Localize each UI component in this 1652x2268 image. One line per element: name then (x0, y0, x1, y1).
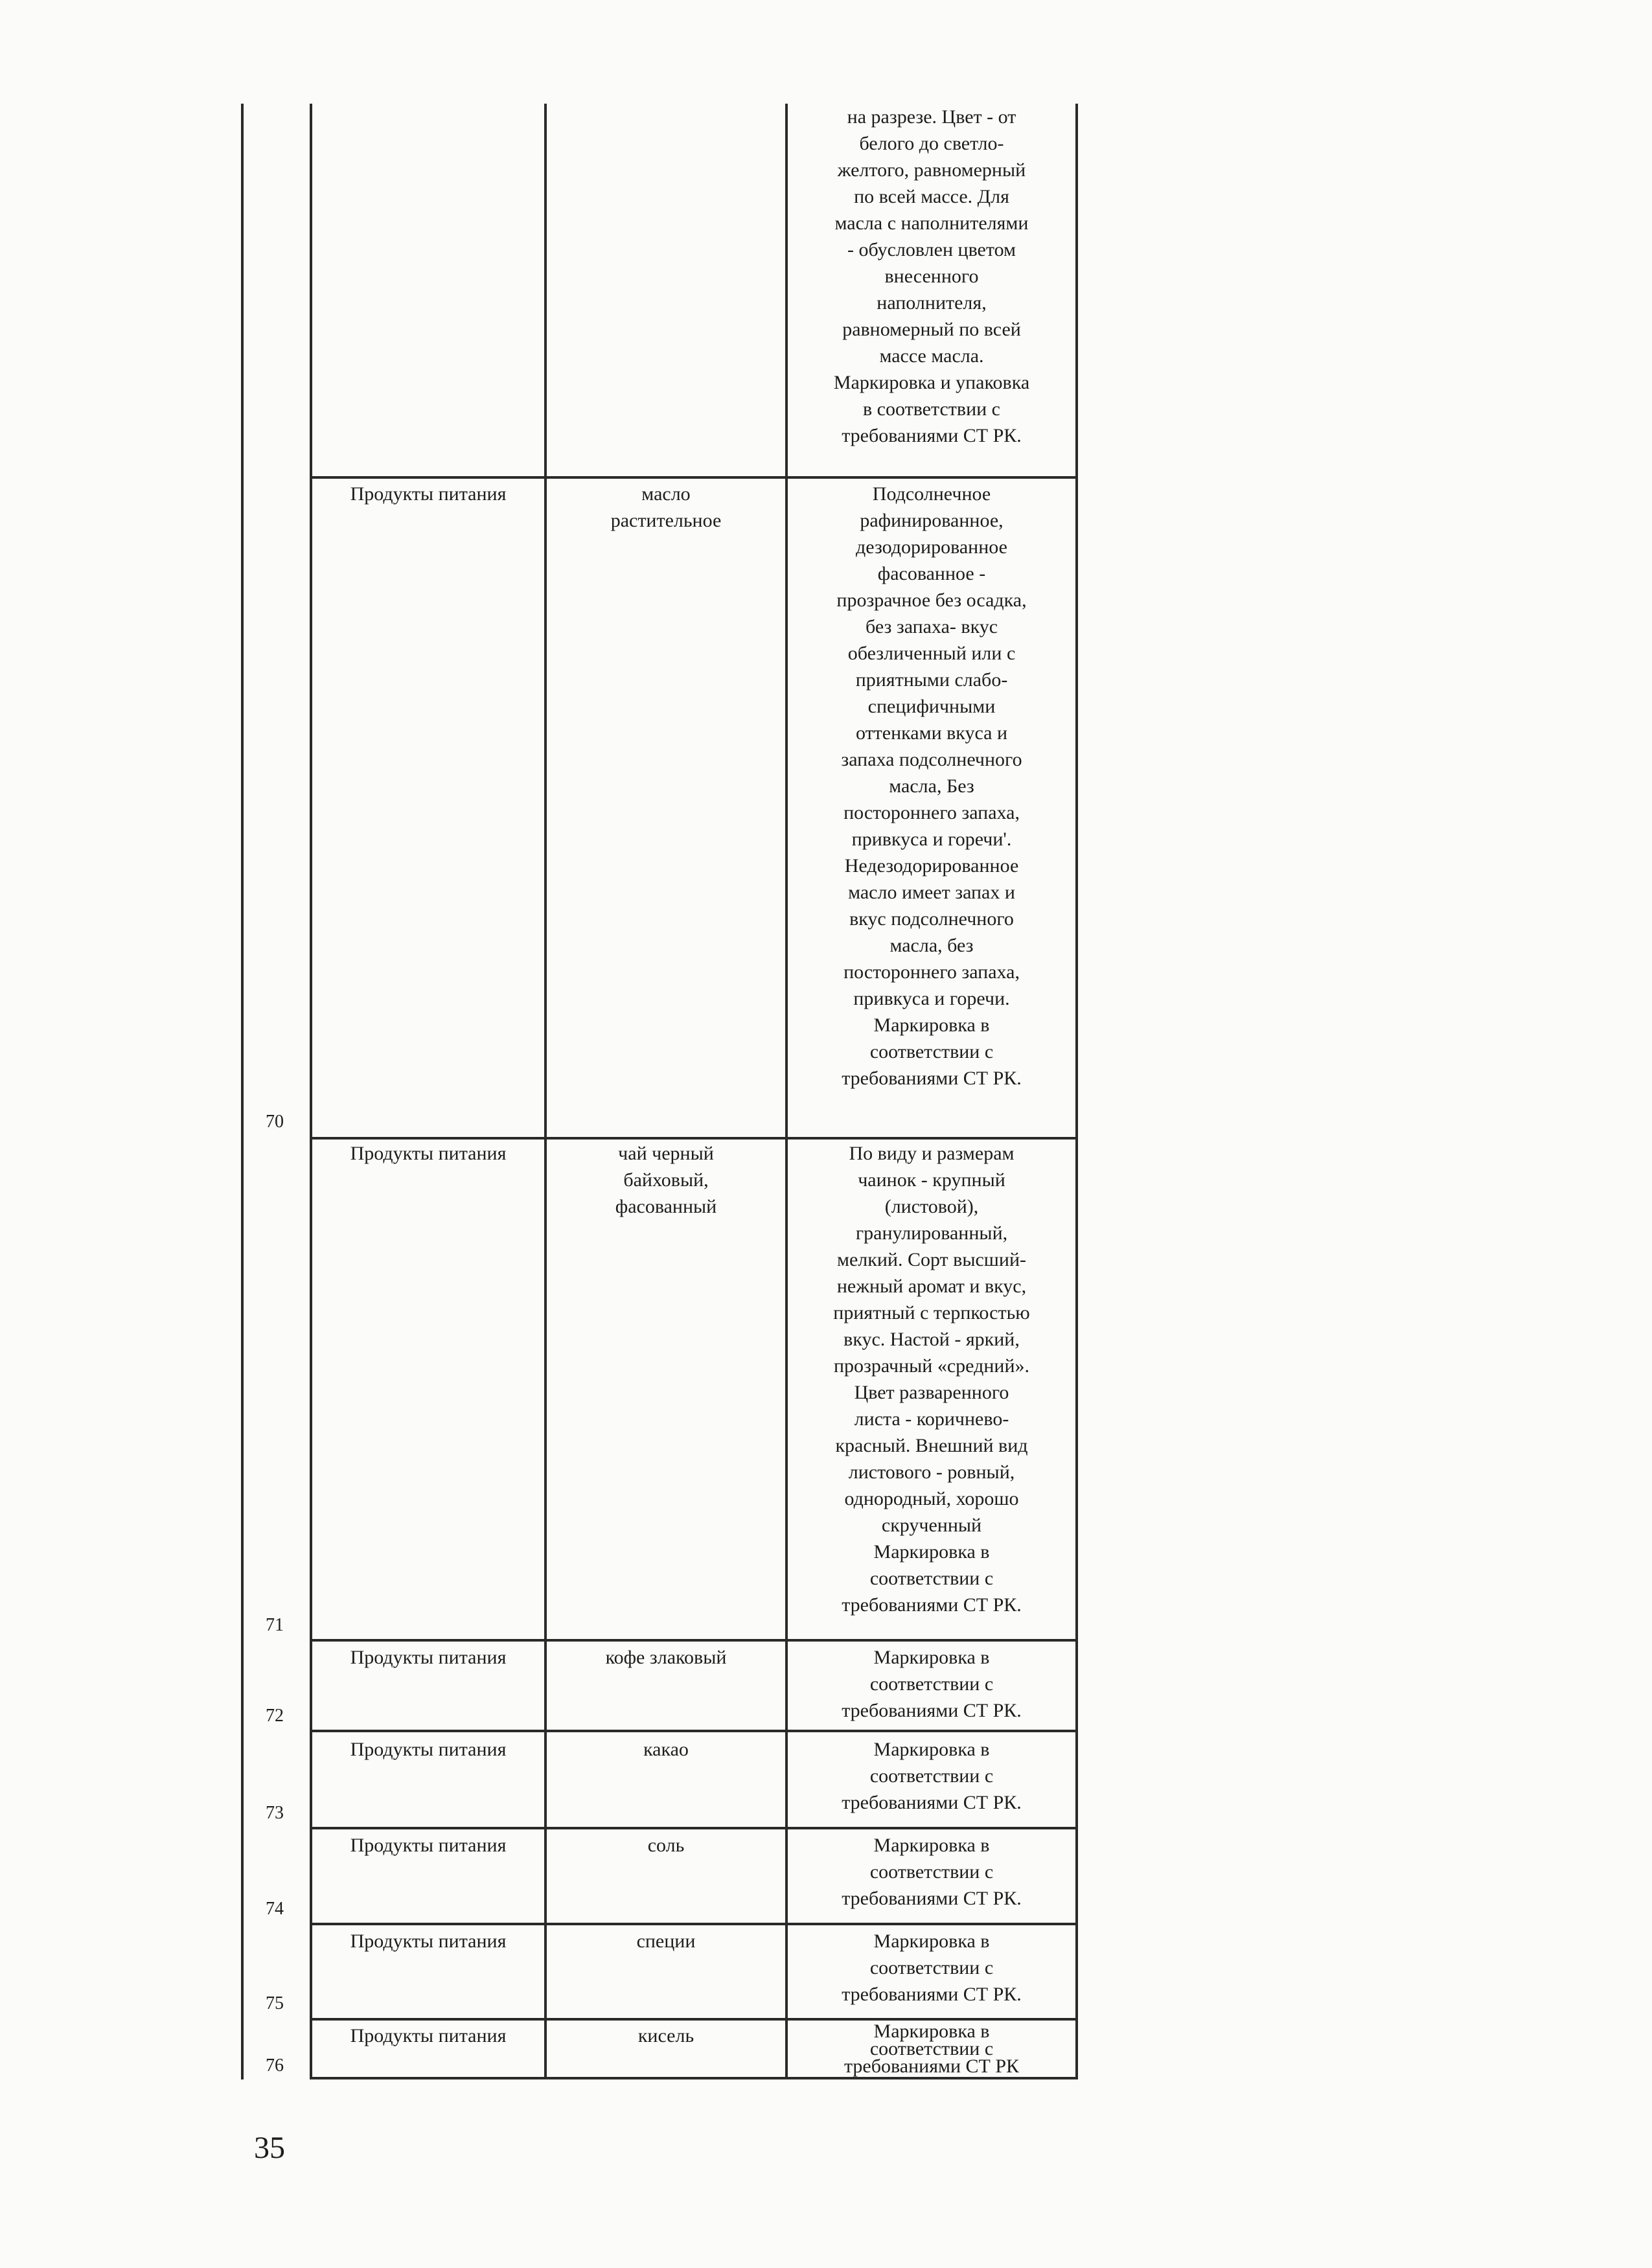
row-number: 75 (266, 1993, 284, 2013)
product-cell: кисель (637, 2025, 694, 2046)
row-divider (310, 1827, 1078, 1829)
product-cell: кофе злаковый (605, 1647, 727, 1668)
row-divider (310, 1639, 1078, 1642)
product-cell: какао (643, 1739, 689, 1760)
product-cell: специи (636, 1930, 696, 1952)
row-number: 73 (266, 1803, 284, 1823)
description-cell: Маркировка в соответствии с требованиями СТ РК (843, 2022, 1020, 2077)
description-cell: По виду и размерам чаинок - крупный (листовой), гранулированный, мелкий. Сорт высший- нежный аромат и вкус, приятный с терпкостью вкус. Настой - яркий, прозрачный «средний». Цвет разваренного листа - коричнево- красный. Внешний вид листового - ровный, однородный, хорошо скрученный Маркировка в соответствии с требованиями СТ РК. (833, 1143, 1030, 1616)
product-cell: соль (647, 1835, 685, 1856)
description-cell: Маркировка в соответствии с требованиями СТ РК. (842, 1835, 1022, 1909)
category-cell: Продукты питания (350, 1739, 507, 1760)
table-border-left (241, 104, 244, 2079)
product-cell: масло растительное (610, 483, 722, 531)
row-number: 70 (266, 1112, 284, 1132)
description-cell: Маркировка в соответствии с требованиями СТ РК. (842, 1930, 1022, 2005)
row-divider (310, 2018, 1078, 2021)
category-cell: Продукты питания (350, 1143, 507, 1164)
row-number: 74 (266, 1899, 284, 1919)
description-cell: Маркировка в соответствии с требованиями СТ РК. (842, 1739, 1022, 1813)
row-number: 76 (266, 2056, 284, 2076)
row-divider (310, 1923, 1078, 1925)
row-number: 71 (266, 1615, 284, 1635)
row-divider (310, 1730, 1078, 1732)
category-cell: Продукты питания (350, 483, 507, 505)
table-column-divider (544, 104, 547, 2079)
row-number: 72 (266, 1706, 284, 1726)
row-divider (310, 476, 1078, 479)
category-cell: Продукты питания (350, 2025, 507, 2046)
description-cell: Маркировка в соответствии с требованиями СТ РК. (842, 1647, 1022, 1721)
table-border-bottom (310, 2077, 1078, 2079)
product-cell: чай черный байховый, фасованный (615, 1143, 717, 1217)
category-cell: Продукты питания (350, 1835, 507, 1856)
description-cell: Подсолнечное рафинированное, дезодорированное фасованное - прозрачное без осадка, без запаха- вкус обезличенный или с приятными слабо- специфичными оттенками вкуса и запаха подсолнечного масла, Без постороннего запаха, привкуса и горечи'. Недезодорированное масло имеет запах и вкус подсолнечного масла, без постороннего запаха, привкуса и горечи. Маркировка в соответствии с требованиями СТ РК. (836, 483, 1027, 1089)
row-divider (310, 1137, 1078, 1140)
category-cell: Продукты питания (350, 1647, 507, 1668)
table-column-divider (310, 104, 312, 2079)
page-number: 35 (254, 2131, 285, 2165)
description-cell: на разрезе. Цвет - от белого до светло- желтого, равномерный по всей массе. Для масла с наполнителями - обусловлен цветом внесенного наполнителя, равномерный по всей массе масла. Маркировка и упаковка в соответствии с требованиями СТ РК. (833, 106, 1030, 446)
category-cell: Продукты питания (350, 1930, 507, 1952)
table-border-right (1075, 104, 1078, 2079)
